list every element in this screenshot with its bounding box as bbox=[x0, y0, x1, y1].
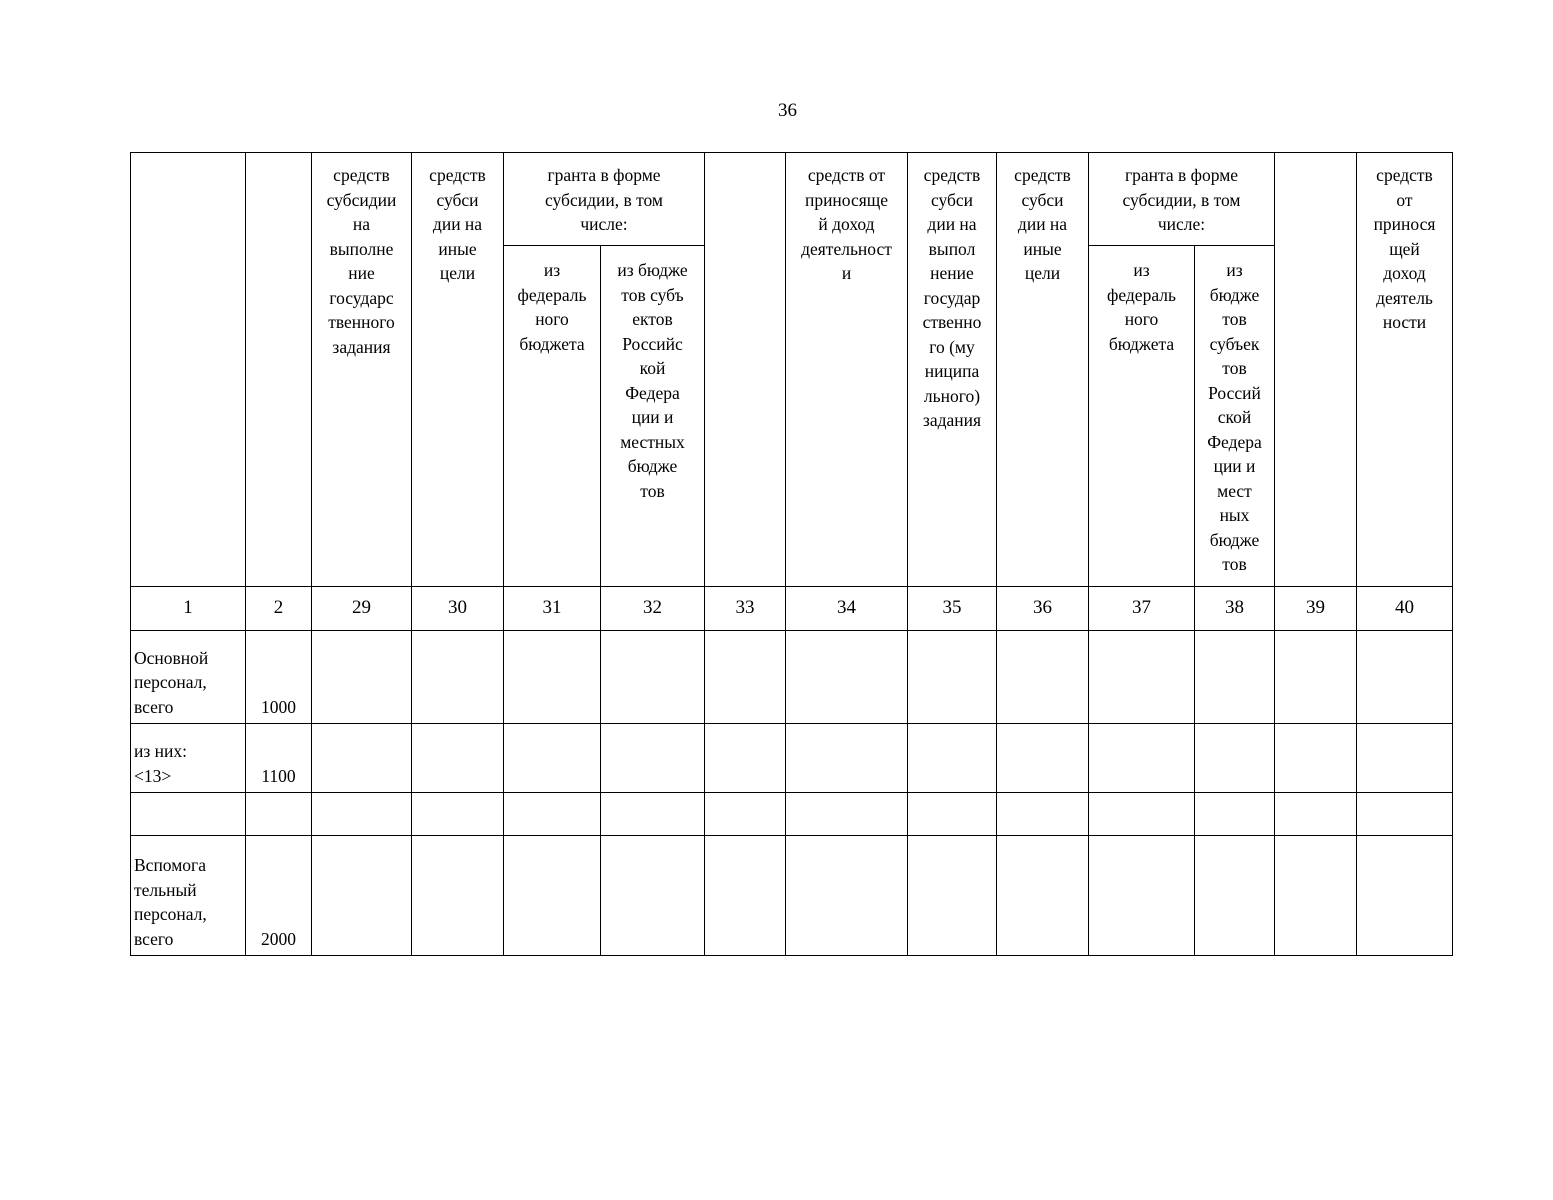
staff-funding-table bbox=[130, 152, 1453, 956]
column-number-40: 40 bbox=[1357, 587, 1453, 631]
header-text-line: государ bbox=[923, 287, 981, 308]
header-text-line: бюдже bbox=[627, 456, 678, 476]
data-cell bbox=[601, 793, 705, 836]
column-number-30: 30 bbox=[412, 587, 504, 631]
header-text-line: тов bbox=[640, 480, 665, 501]
header-text-line: средств от bbox=[807, 165, 886, 185]
data-cell bbox=[1275, 836, 1357, 956]
column-number-35: 35 bbox=[908, 587, 997, 631]
data-cell bbox=[786, 631, 908, 724]
data-cell bbox=[908, 631, 997, 724]
data-cell bbox=[705, 724, 786, 793]
row-label-line: <13> bbox=[134, 765, 172, 786]
column-number-2: 2 bbox=[246, 587, 312, 631]
header-text-line: выпол bbox=[928, 238, 976, 259]
table-row bbox=[131, 724, 1453, 793]
header-text-line: средств bbox=[429, 165, 486, 185]
header-text-line: из bbox=[1226, 260, 1243, 280]
data-cell bbox=[705, 836, 786, 956]
row-label-line: всего bbox=[134, 696, 174, 717]
data-cell bbox=[601, 724, 705, 793]
data-cell bbox=[997, 724, 1089, 793]
row-label bbox=[131, 836, 246, 956]
header-col-40 bbox=[1357, 153, 1453, 587]
header-text-line: приносяще bbox=[804, 189, 889, 210]
column-number-37: 37 bbox=[1089, 587, 1195, 631]
header-col-33 bbox=[705, 153, 786, 587]
column-number-34: 34 bbox=[786, 587, 908, 631]
data-cell bbox=[786, 724, 908, 793]
data-cell bbox=[1275, 793, 1357, 836]
data-cell bbox=[908, 793, 997, 836]
header-text-line: субъек bbox=[1209, 333, 1260, 354]
header-text-line: нение bbox=[930, 263, 974, 283]
table-row bbox=[131, 836, 1453, 956]
header-text-line: из бюдже bbox=[617, 260, 688, 280]
header-text-line: из bbox=[543, 260, 561, 280]
header-text-line: средств bbox=[1376, 165, 1433, 185]
table-row bbox=[131, 793, 1453, 836]
header-text-line: цели bbox=[1024, 263, 1061, 283]
header-text-line: задания bbox=[922, 410, 982, 430]
header-text-line: ние bbox=[348, 263, 375, 283]
header-text-line: принося bbox=[1373, 214, 1436, 234]
row-label-line: всего bbox=[134, 928, 174, 949]
header-row-1 bbox=[131, 153, 1453, 246]
header-text-line: субси bbox=[436, 189, 479, 210]
header-text-line: твенного bbox=[328, 312, 395, 332]
header-text-line: иные bbox=[438, 238, 477, 259]
header-col-35 bbox=[908, 153, 997, 587]
header-text-line: цели bbox=[439, 263, 476, 283]
header-text-line: бюдже bbox=[1209, 529, 1260, 550]
row-label-line: Основной bbox=[134, 647, 209, 668]
header-text-line: льного) bbox=[923, 385, 981, 406]
data-cell bbox=[312, 631, 412, 724]
data-cell bbox=[1357, 631, 1453, 724]
header-text-line: Федера bbox=[1207, 431, 1262, 452]
data-cell bbox=[412, 724, 504, 793]
header-text-line: й доход bbox=[818, 214, 875, 234]
header-text-line: числе: bbox=[580, 214, 628, 234]
row-code: 1000 bbox=[246, 631, 312, 724]
header-text-line: числе: bbox=[1157, 214, 1206, 234]
data-cell bbox=[412, 793, 504, 836]
header-text-line: гранта в форме bbox=[1124, 165, 1239, 185]
column-number-29: 29 bbox=[312, 587, 412, 631]
column-number-1: 1 bbox=[131, 587, 246, 631]
header-col-37 bbox=[1089, 246, 1195, 587]
header-col-38 bbox=[1195, 246, 1275, 587]
header-text-line: доход bbox=[1383, 263, 1426, 283]
data-cell bbox=[1089, 836, 1195, 956]
data-cell bbox=[1195, 793, 1275, 836]
header-text-line: ниципа bbox=[924, 361, 980, 381]
header-text-line: дии на bbox=[927, 214, 977, 234]
data-cell bbox=[504, 724, 601, 793]
header-text-line: кой bbox=[639, 358, 666, 378]
data-cell bbox=[1195, 631, 1275, 724]
data-cell bbox=[312, 836, 412, 956]
header-text-line: субсидии, в том bbox=[1122, 189, 1241, 210]
header-col-34 bbox=[786, 153, 908, 587]
header-col-29 bbox=[312, 153, 412, 587]
column-number-36: 36 bbox=[997, 587, 1089, 631]
data-cell bbox=[412, 836, 504, 956]
header-text-line: из bbox=[1133, 260, 1150, 280]
header-text-line: бюджета bbox=[1108, 333, 1175, 354]
header-text-line: субси bbox=[1021, 189, 1064, 210]
data-cell bbox=[1357, 793, 1453, 836]
header-col-1 bbox=[131, 153, 246, 587]
header-text-line: ственно bbox=[922, 312, 982, 332]
header-grant-group-b bbox=[1089, 153, 1275, 246]
column-number-38: 38 bbox=[1195, 587, 1275, 631]
header-text-line: тов bbox=[1222, 554, 1247, 574]
row-code bbox=[246, 793, 312, 836]
header-text-line: субси bbox=[930, 189, 974, 210]
data-cell bbox=[705, 793, 786, 836]
header-col-39 bbox=[1275, 153, 1357, 587]
header-text-line: Федера bbox=[625, 382, 680, 403]
header-text-line: ного bbox=[535, 309, 569, 329]
header-col-30 bbox=[412, 153, 504, 587]
header-text-line: ской bbox=[1217, 407, 1252, 427]
data-cell bbox=[1275, 724, 1357, 793]
header-text-line: тов bbox=[1222, 358, 1247, 378]
column-number-39: 39 bbox=[1275, 587, 1357, 631]
header-text-line: федераль bbox=[517, 284, 587, 305]
header-text-line: ных bbox=[1219, 505, 1250, 525]
column-number-31: 31 bbox=[504, 587, 601, 631]
row-code: 2000 bbox=[246, 836, 312, 956]
data-cell bbox=[312, 724, 412, 793]
row-code: 1100 bbox=[246, 724, 312, 793]
header-text-line: деятельност bbox=[801, 238, 892, 259]
data-cell bbox=[1195, 724, 1275, 793]
data-cell bbox=[786, 793, 908, 836]
header-text-line: дии на bbox=[432, 214, 483, 234]
data-cell bbox=[1089, 793, 1195, 836]
header-text-line: иные bbox=[1023, 238, 1062, 259]
header-text-line: Российс bbox=[622, 333, 683, 354]
data-cell bbox=[997, 793, 1089, 836]
header-text-line: деятель bbox=[1376, 287, 1433, 308]
header-text-line: тов субъ bbox=[621, 284, 684, 305]
row-label bbox=[131, 631, 246, 724]
header-col-2 bbox=[246, 153, 312, 587]
row-label bbox=[131, 793, 246, 836]
data-cell bbox=[1089, 724, 1195, 793]
row-label-line: персонал, bbox=[134, 904, 207, 924]
data-cell bbox=[504, 631, 601, 724]
data-cell bbox=[601, 631, 705, 724]
header-text-line: тов bbox=[1222, 309, 1247, 329]
header-text-line: дии на bbox=[1017, 214, 1068, 234]
header-text-line: ции и bbox=[1213, 456, 1256, 476]
header-col-32 bbox=[601, 246, 705, 587]
column-number-row bbox=[131, 587, 1453, 631]
row-label-line: персонал, bbox=[134, 672, 207, 692]
header-text-line: на bbox=[352, 214, 371, 234]
header-text-line: и bbox=[841, 263, 852, 283]
header-text-line: мест bbox=[1217, 480, 1252, 501]
data-cell bbox=[705, 631, 786, 724]
data-cell bbox=[1357, 836, 1453, 956]
header-text-line: федераль bbox=[1107, 284, 1176, 305]
row-label-line: тельный bbox=[134, 879, 197, 900]
data-cell bbox=[601, 836, 705, 956]
header-text-line: ции и bbox=[631, 407, 674, 427]
header-text-line: субсидии, в том bbox=[544, 189, 664, 210]
column-number-32: 32 bbox=[601, 587, 705, 631]
column-number-33: 33 bbox=[705, 587, 786, 631]
data-cell bbox=[504, 793, 601, 836]
data-cell bbox=[1357, 724, 1453, 793]
header-text-line: ного bbox=[1124, 309, 1159, 329]
header-text-line: средств bbox=[923, 165, 981, 185]
header-text-line: го (му bbox=[929, 336, 975, 357]
data-cell bbox=[908, 724, 997, 793]
header-col-36 bbox=[997, 153, 1089, 587]
page-number: 36 bbox=[778, 100, 797, 121]
data-cell bbox=[997, 631, 1089, 724]
data-cell bbox=[1195, 836, 1275, 956]
header-text-line: ности bbox=[1382, 312, 1427, 332]
header-text-line: ектов bbox=[632, 309, 673, 329]
header-text-line: местных bbox=[620, 431, 685, 452]
table-row bbox=[131, 631, 1453, 724]
row-label-line: из них: bbox=[134, 741, 187, 761]
header-grant-group-a bbox=[504, 153, 705, 246]
header-text-line: субсидии bbox=[326, 189, 397, 210]
header-text-line: от bbox=[1396, 189, 1413, 210]
data-cell bbox=[1275, 631, 1357, 724]
header-text-line: задания bbox=[332, 336, 391, 357]
row-label bbox=[131, 724, 246, 793]
header-text-line: государс bbox=[329, 287, 394, 308]
header-text-line: гранта в форме bbox=[547, 165, 661, 185]
data-cell bbox=[312, 793, 412, 836]
header-text-line: средств bbox=[333, 165, 390, 185]
row-label-line: Вспомога bbox=[134, 855, 206, 875]
data-cell bbox=[1089, 631, 1195, 724]
data-cell bbox=[786, 836, 908, 956]
header-text-line: выполне bbox=[329, 238, 394, 259]
data-cell bbox=[504, 836, 601, 956]
header-text-line: бюдже bbox=[1209, 284, 1260, 305]
header-col-31 bbox=[504, 246, 601, 587]
header-text-line: Россий bbox=[1208, 382, 1261, 403]
header-text-line: щей bbox=[1389, 238, 1420, 259]
data-cell bbox=[412, 631, 504, 724]
data-cell bbox=[908, 836, 997, 956]
header-text-line: бюджета bbox=[519, 333, 585, 354]
data-cell bbox=[997, 836, 1089, 956]
header-text-line: средств bbox=[1014, 165, 1071, 185]
